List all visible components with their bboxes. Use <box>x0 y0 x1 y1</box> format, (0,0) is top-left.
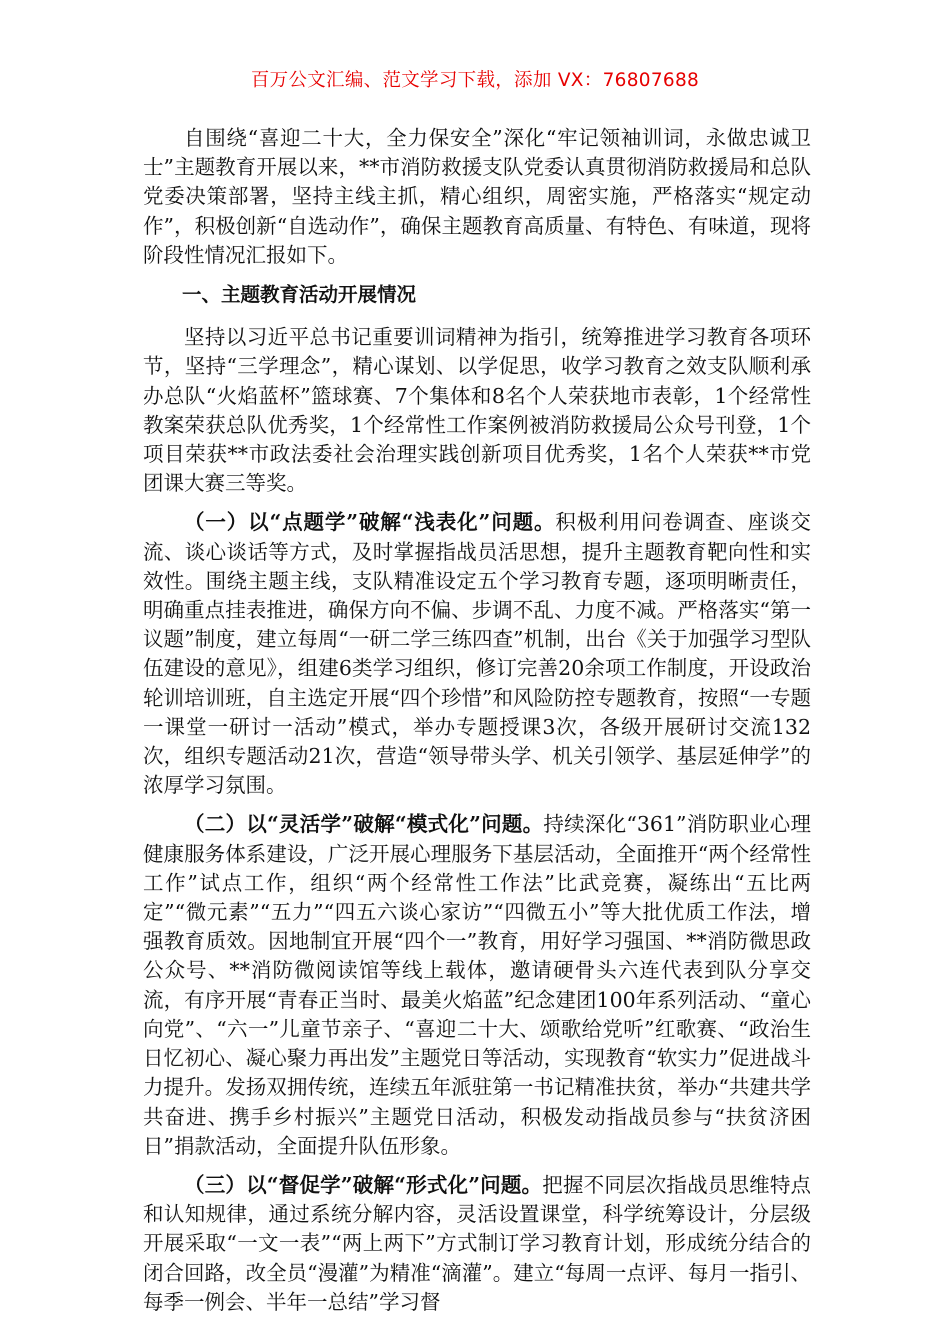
item-3-lead: （三）以“督促学”破解“形式化”问题。 <box>184 1172 543 1197</box>
item-1-lead: （一）以“点题学”破解“浅表化”问题。 <box>184 510 556 535</box>
document-body <box>143 124 811 1327</box>
item-1-paragraph <box>143 508 811 800</box>
item-2-lead: （二）以“灵活学”破解“模式化”问题。 <box>184 812 544 837</box>
item-3-body: 把握不同层次指战员思维特点和认知规律，通过系统分解内容，灵活设置课堂，科学统筹设计，分层级开展采取“一文一表”“两上两下”方式制订学习教育计划，形成统分结合的闭合回路，改全员“漫灌”为精准“滴灌”。建立“每周一点评、每月一指引、每季一例会、半年一总结”学习督 <box>143 1172 812 1314</box>
item-1-body: 积极利用问卷调查、座谈交流、谈心谈话等方式，及时掌握指战员活思想，提升主题教育靶向性和实效性。围绕主题主线，支队精准设定五个学习教育专题，逐项明晰责任，明确重点挂表推进，确保方向不偏、步调不乱、力度不减。严格落实“第一议题”制度，建立每周“一研二学三练四查”机制，出台《关于加强学习型队伍建设的意见》，组建6类学习组织，修订完善20余项工作制度，开设政治轮训培训班，自主选定开展“四个珍惜”和风险防控专题教育，按照“一专题一课堂一研讨一活动”模式，举办专题授课3次，各级开展研讨交流132次，组织专题活动21次，营造“领导带头学、机关引领学、基层延伸学”的浓厚学习氛围。 <box>143 510 811 798</box>
item-2-paragraph <box>143 810 811 1160</box>
section-intro-paragraph: 坚持以习近平总书记重要训词精神为指引，统筹推进学习教育各项环节，坚持“三学理念”，精心谋划、以学促思，收学习教育之效支队顺利承办总队“火焰蓝杯”篮球赛、7个集体和8名个人荣获地市表彰，1个经常性教案荣获总队优秀奖，1个经常性工作案例被消防救援局公众号刊登，1个项目荣获**市政法委社会治理实践创新项目优秀奖，1名个人荣获**市党团课大赛三等奖。 <box>143 325 811 496</box>
item-3-paragraph <box>143 1171 811 1317</box>
header-banner: 百万公文汇编、范文学习下载，添加 VX：76807688 <box>250 70 700 91</box>
intro-paragraph: 自围绕“喜迎二十大，全力保安全”深化“牢记领袖训词，永做忠诚卫士”主题教育开展以来，**市消防救援支队党委认真贯彻消防救援局和总队党委决策部署，坚持主线主抓，精心组织，周密实施，严格落实“规定动作”，积极创新“自选动作”，确保主题教育高质量、有特色、有味道，现将阶段性情况汇报如下。 <box>143 126 811 267</box>
item-2-body: 持续深化“361”消防职业心理健康服务体系建设，广泛开展心理服务下基层活动，全面推开“两个经常性工作”试点工作，组织“两个经常性工作法”比武竞赛，凝练出“五比两定”“微元素”“五力”“四五六谈心家访”“四微五小”等大批优质工作法，增强教育质效。因地制宜开展“四个一”教育，用好学习强国、**消防微思政公众号、**消防微阅读馆等线上载体，邀请硬骨头六连代表到队分享交流，有序开展“青春正当时、最美火焰蓝”纪念建团100年系列活动、“童心向党”、“六一”儿童节亲子、“喜迎二十大、颂歌给党听”红歌赛、“政治生日忆初心、凝心聚力再出发”主题党日等活动，实现教育“软实力”促进战斗力提升。发扬双拥传统，连续五年派驻第一书记精准扶贫，举办“共建共学共奋进、携手乡村振兴”主题党日活动，积极发动指战员参与“扶贫济困日”捐款活动，全面提升队伍形象。 <box>143 812 811 1158</box>
section-heading: 一、主题教育活动开展情况 <box>182 283 417 307</box>
